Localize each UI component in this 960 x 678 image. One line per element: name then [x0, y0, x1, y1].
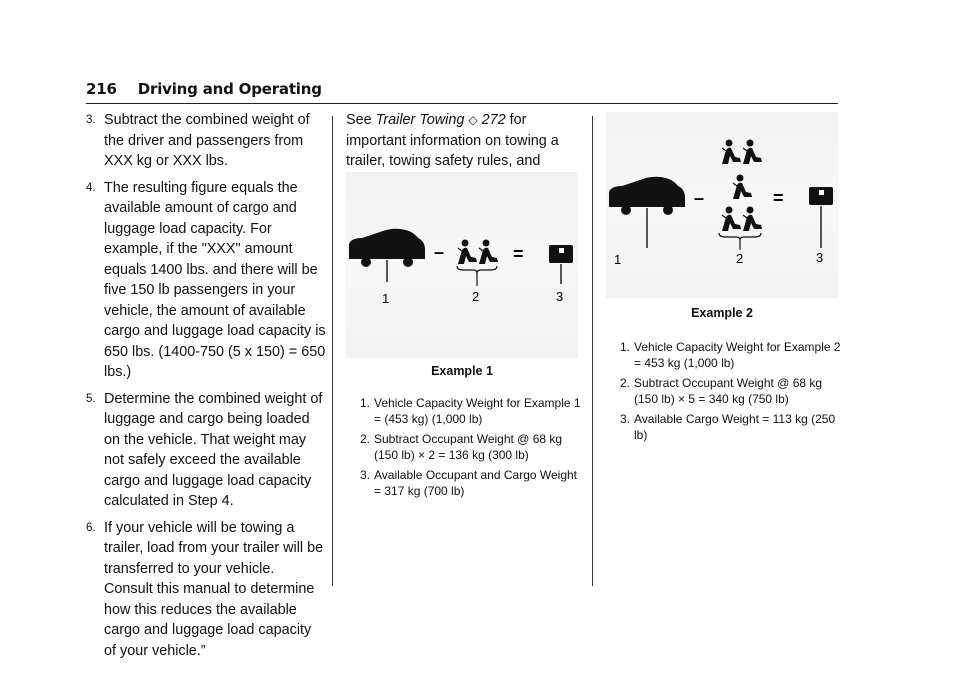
list-text: Available Occupant and Cargo Weight = 317 kg (700 lb): [374, 468, 578, 498]
label-3: 3: [556, 289, 564, 304]
brace: [719, 233, 761, 240]
example2-illustration: [606, 112, 838, 298]
example1-list: [360, 396, 582, 504]
step-6: [86, 518, 326, 662]
list-text: Available Cargo Weight = 113 kg (250 lb): [634, 412, 836, 442]
example2-figure: [606, 112, 838, 298]
page-ref-number[interactable]: 272: [481, 112, 506, 128]
cargo-icon: [549, 245, 573, 284]
column-divider-2: [592, 116, 593, 586]
see-prefix: See: [346, 112, 376, 128]
step-text: If your vehicle will be towing a trailer, load from your trailer will be transferred to your vehicle. Consult this manual to determine how this reduces the available cargo and luggage load capacity of your vehicle.”: [104, 519, 324, 659]
minus-sign: –: [694, 188, 705, 208]
step-3: [86, 110, 326, 172]
seatbelt-person-icon: [479, 240, 498, 265]
example1-illustration: [346, 172, 578, 358]
header-rule: [86, 103, 838, 104]
minus-sign: –: [434, 242, 445, 262]
step-4: [86, 178, 326, 383]
step-text: Subtract the combined weight of the driver and passengers from XXX kg or XXX lbs.: [104, 112, 310, 169]
list-text: Vehicle Capacity Weight for Example 1 = (453 kg) (1,000 lb): [374, 396, 581, 426]
car-icon: [349, 229, 425, 282]
seatbelt-person-icon: [743, 207, 762, 232]
trailer-towing-link[interactable]: Trailer Towing: [375, 112, 465, 128]
list-item: [620, 376, 842, 407]
label-3: 3: [816, 250, 824, 265]
step-number: 5.: [86, 392, 96, 405]
list-item: [360, 468, 582, 499]
step-number: 3.: [86, 114, 96, 126]
seatbelt-person-icon: [733, 175, 752, 200]
example1-figure: [346, 172, 578, 358]
seatbelt-person-icon: [722, 140, 741, 165]
equals-sign: =: [513, 244, 524, 264]
page-number: 216: [86, 80, 117, 98]
see-suffix: for important information on towing a trailer, towing safety rules, and: [346, 112, 559, 169]
seatbelt-person-icon: [458, 240, 477, 265]
list-text: Subtract Occupant Weight @ 68 kg (150 lb) × 2 = 136 kg (300 lb): [374, 432, 563, 462]
seatbelt-person-icon: [743, 140, 762, 165]
list-item: [620, 412, 842, 443]
label-2: 2: [472, 289, 480, 304]
steps-column: [86, 110, 326, 667]
example2-list: [620, 340, 842, 448]
list-text: Subtract Occupant Weight @ 68 kg (150 lb) × 5 = 340 kg (750 lb): [634, 376, 823, 406]
example2-caption: Example 2: [691, 306, 753, 320]
list-number: 2.: [620, 376, 631, 390]
section-title: Driving and Operating: [137, 80, 322, 98]
seatbelt-person-icon: [722, 207, 741, 232]
example1-caption: Example 1: [431, 364, 493, 378]
cargo-icon: [809, 187, 833, 248]
step-5: [86, 389, 326, 512]
list-number: 3.: [620, 412, 631, 426]
label-1: 1: [614, 252, 622, 267]
page-header: [86, 80, 322, 98]
list-number: 2.: [360, 432, 371, 446]
brace: [457, 266, 497, 273]
page-ref-icon: ◇: [468, 113, 478, 127]
equals-sign: =: [773, 188, 784, 208]
list-number: 1.: [620, 340, 631, 354]
step-text: Determine the combined weight of luggage and cargo being loaded on the vehicle. That weight may not safely exceed the available cargo and luggage load capacity calculated in Step 4.: [104, 390, 323, 509]
list-item: [360, 432, 582, 463]
list-number: 3.: [360, 468, 371, 482]
label-2: 2: [736, 251, 744, 266]
list-number: 1.: [360, 396, 371, 410]
car-icon: [609, 177, 685, 248]
list-item: [620, 340, 842, 371]
step-number: 6.: [86, 521, 96, 534]
step-text: The resulting figure equals the available amount of cargo and luggage load capacity. For example, if the "XXX" amount equals 1400 lbs. and there will be five 150 lb passengers in your vehicle, the amount of available cargo and luggage load capacity is 650 lbs. (1400-750 (5 x 150) = 650 lbs.): [104, 179, 326, 380]
list-item: [360, 396, 582, 427]
list-text: Vehicle Capacity Weight for Example 2 = 453 kg (1,000 lb): [634, 340, 841, 370]
label-1: 1: [382, 291, 390, 306]
column-divider-1: [332, 116, 333, 586]
step-number: 4.: [86, 181, 96, 194]
